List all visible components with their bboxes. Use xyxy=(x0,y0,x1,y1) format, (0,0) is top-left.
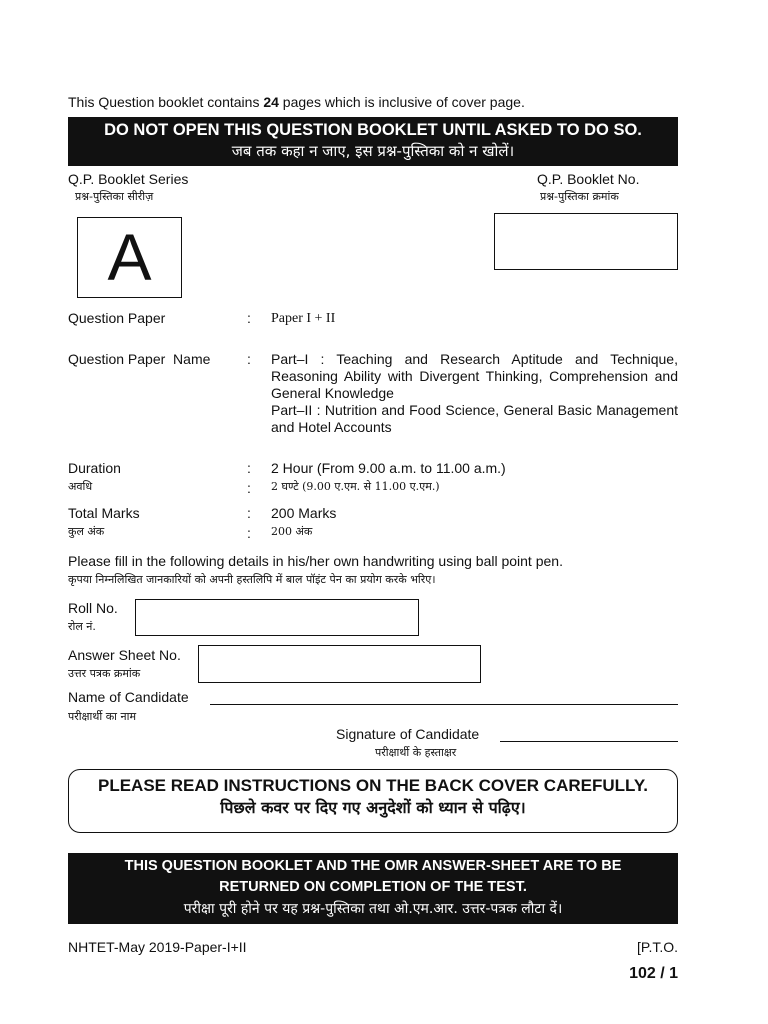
duration-label-hindi: अवधि xyxy=(68,480,93,493)
signature-label-hindi: परीक्षार्थी के हस्ताक्षर xyxy=(375,746,457,759)
total-marks-value-hindi: 200 अंक xyxy=(271,525,313,538)
booklet-number-box[interactable] xyxy=(494,213,678,270)
total-marks-label-hindi: कुल अंक xyxy=(68,525,105,538)
fill-instruction-hindi: कृपया निम्नलिखित जानकारियों को अपनी हस्तलिपि में बाल पॉइंट पेन का प्रयोग करके भरिए। xyxy=(68,573,436,586)
return-booklet-hindi: परीक्षा पूरी होने पर यह प्रश्न-पुस्तिका तथा ओ.एम.आर. उत्तर-पत्रक लौटा दें। xyxy=(183,901,563,917)
do-not-open-text: DO NOT OPEN THIS QUESTION BOOKLET UNTIL ASKED TO DO SO. xyxy=(104,121,642,139)
total-marks-label: Total Marks xyxy=(68,505,140,521)
roll-number-box[interactable] xyxy=(135,599,419,636)
duration-label: Duration xyxy=(68,460,121,476)
answer-sheet-label-hindi: उत्तर पत्रक क्रमांक xyxy=(68,667,141,680)
roll-number-label: Roll No. xyxy=(68,600,118,616)
booklet-page-count-note: This Question booklet contains 24 pages which is inclusive of cover page. xyxy=(68,94,525,110)
paper-name-colon: : xyxy=(247,351,251,367)
read-instructions-box xyxy=(68,769,678,833)
question-paper-value: Paper I + II xyxy=(271,311,336,326)
booklet-series-label-hindi: प्रश्न-पुस्तिका सीरीज़ xyxy=(75,190,154,203)
paper-name-part-2: Part–II : Nutrition and Food Science, General Basic Management and Hotel Accounts xyxy=(271,402,678,435)
booklet-number-label: Q.P. Booklet No. xyxy=(537,171,640,187)
read-instructions-text-hindi: पिछले कवर पर दिए गए अनुदेशों को ध्यान से पढ़िए। xyxy=(220,798,526,817)
booklet-series-value: A xyxy=(107,220,152,294)
booklet-number-label-hindi: प्रश्न-पुस्तिका क्रमांक xyxy=(540,190,619,203)
candidate-name-label: Name of Candidate xyxy=(68,689,189,705)
do-not-open-banner xyxy=(68,117,678,166)
question-paper-label: Question Paper xyxy=(68,310,166,326)
page-count: 24 xyxy=(263,94,279,110)
roll-number-label-hindi: रोल नं. xyxy=(68,620,96,633)
pto-label: [P.T.O. xyxy=(637,939,678,955)
total-marks-colon: : xyxy=(247,505,251,521)
paper-code: NHTET-May 2019-Paper-I+II xyxy=(68,939,247,955)
answer-sheet-label: Answer Sheet No. xyxy=(68,647,181,663)
paper-name-value xyxy=(271,351,678,436)
return-booklet-line-1: THIS QUESTION BOOKLET AND THE OMR ANSWER-SHEET ARE TO BE xyxy=(124,858,622,874)
candidate-name-label-hindi: परीक्षार्थी का नाम xyxy=(68,710,137,723)
return-booklet-line-2: RETURNED ON COMPLETION OF THE TEST. xyxy=(219,879,527,895)
return-booklet-banner xyxy=(68,853,678,924)
duration-value-hindi: 2 घण्टे (9.00 ए.एम. से 11.00 ए.एम.) xyxy=(271,480,440,493)
booklet-series-label: Q.P. Booklet Series xyxy=(68,171,189,187)
duration-colon: : xyxy=(247,460,251,476)
booklet-series-box xyxy=(77,217,182,298)
total-marks-colon-hindi: : xyxy=(247,525,251,541)
page-code: 102 / 1 xyxy=(629,965,678,982)
duration-colon-hindi: : xyxy=(247,480,251,496)
do-not-open-text-hindi: जब तक कहा न जाए, इस प्रश्न-पुस्तिका को न खोलें। xyxy=(231,142,515,160)
question-paper-colon: : xyxy=(247,310,251,326)
signature-line[interactable] xyxy=(500,726,678,742)
fill-instruction: Please fill in the following details in his/her own handwriting using ball point pen. xyxy=(68,553,563,569)
total-marks-value: 200 Marks xyxy=(271,505,337,521)
paper-name-part-1: Part–I : Teaching and Research Aptitude and Technique, Reasoning Ability with Divergent Thinking, Comprehension and General Knowledge xyxy=(271,351,678,401)
candidate-name-line[interactable] xyxy=(210,689,678,705)
paper-name-label: Question Paper Name xyxy=(68,351,211,367)
signature-label: Signature of Candidate xyxy=(336,726,480,742)
read-instructions-text: PLEASE READ INSTRUCTIONS ON THE BACK COVER CAREFULLY. xyxy=(97,776,649,795)
duration-value: 2 Hour (From 9.00 a.m. to 11.00 a.m.) xyxy=(271,460,506,476)
answer-sheet-box[interactable] xyxy=(198,645,481,683)
